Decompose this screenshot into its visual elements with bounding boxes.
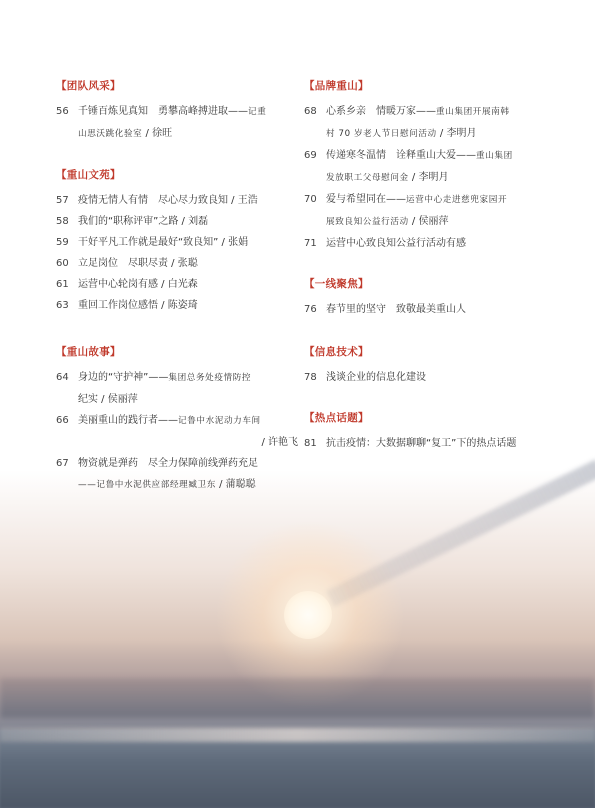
page-number: 71 [304,238,317,249]
section-brand [304,78,546,254]
entry-author: / 蒲聪聪 [215,479,256,490]
entry-title: 运营中心致良知公益行活动有感 [326,238,466,249]
entry-title: 重回工作岗位感悟 / 陈姿琦 [78,300,198,311]
page-number: 57 [56,195,69,206]
toc-entry[interactable] [56,253,298,274]
toc-entry[interactable] [304,233,546,254]
page-number: 76 [304,304,317,315]
entry-continuation [56,389,298,410]
page-number: 81 [304,438,317,449]
toc-entry[interactable] [56,367,298,389]
section-title: 【信息技术】 [304,346,369,358]
entry-author: / 李明月 [408,172,449,183]
entry-continuation [304,167,546,189]
toc-entry[interactable] [304,433,546,454]
entry-title [78,410,298,432]
entry-subtitle: 重山集团开展南韩 [436,107,510,117]
toc-right-column [304,78,546,476]
page-number: 61 [56,279,69,290]
page-number: 69 [304,150,317,161]
entry-subtitle: 村 70 岁老人节日慰问活动 [326,129,437,139]
entry-author: / 李明月 [436,128,477,139]
page-number: 64 [56,372,69,383]
page-number: 78 [304,372,317,383]
entry-title: 春节里的坚守 致敬最美重山人 [326,304,466,315]
entry-continuation [304,123,546,145]
entry-title: 物资就是弹药 尽全力保障前线弹药充足 [78,458,258,469]
section-title: 【一线聚焦】 [304,278,369,290]
section-title: 【重山文苑】 [56,169,121,181]
entry-subtitle: 集团总务处疫情防控 [168,373,252,383]
toc-entry[interactable] [56,295,298,316]
entry-title: 干好平凡工作就是最好“致良知” / 张娟 [78,237,249,248]
entry-title [326,101,546,123]
entry-title: 我们的“职称评审”之路 / 刘磊 [78,216,209,227]
section-title: 【重山故事】 [56,346,121,358]
entry-subtitle: ——记鲁中水泥供应部经理臧卫东 [78,480,216,490]
toc-entry[interactable] [304,101,546,123]
toc-entry[interactable] [304,299,546,320]
entry-title [326,145,546,167]
section-hot-topics [304,410,546,454]
section-title: 【团队风采】 [56,80,121,92]
bridge-silhouette [326,459,595,607]
toc-entry[interactable] [56,101,298,123]
toc-entry[interactable] [56,410,298,432]
toc-entry[interactable] [56,232,298,253]
entry-author: / 许艳飞 [261,437,298,448]
toc-left-column [56,78,298,518]
section-it [304,344,546,388]
entry-subtitle: 重山集团 [476,151,513,161]
entry-title: 疫情无情人有情 尽心尽力致良知 / 王浩 [78,195,258,206]
entry-title [326,189,546,211]
section-team [56,78,298,145]
entry-subtitle: 山思沃跳化验室 [78,129,143,139]
entry-continuation [56,474,298,496]
entry-line1: 传递寒冬温情 诠释重山大爱—— [326,150,476,161]
section-frontline [304,276,546,320]
entry-subtitle: 记鲁中水泥动力车间 [178,416,261,426]
section-title: 【热点话题】 [304,412,369,424]
section-title: 【品牌重山】 [304,80,369,92]
entry-title [78,367,298,389]
rock-highlight [0,728,595,742]
section-literature [56,167,298,316]
page-number: 67 [56,458,69,469]
entry-title: 抗击疫情：大数据聊聊“复工”下的热点话题 [326,438,517,449]
entry-continuation [56,432,298,453]
entry-subtitle: 记重 [248,107,267,117]
toc-entry[interactable] [56,211,298,232]
page-number: 66 [56,415,69,426]
page-number: 56 [56,106,69,117]
toc-entry[interactable] [56,274,298,295]
entry-title: 浅谈企业的信息化建设 [326,372,426,383]
entry-line1: 心系乡亲 情暖万家—— [326,106,436,117]
entry-subtitle: 发放职工父母慰问金 [326,173,409,183]
toc-entry[interactable] [304,367,546,388]
page-number: 59 [56,237,69,248]
page-number: 68 [304,106,317,117]
entry-subtitle: 运营中心走进慈兜家园开 [406,195,508,205]
toc-entry[interactable] [56,190,298,211]
entry-title [78,101,298,123]
entry-line1: 爱与希望同在—— [326,194,406,205]
page-number: 70 [304,194,317,205]
sun [284,591,332,639]
toc-entry[interactable] [304,189,546,211]
entry-continuation [304,211,546,233]
toc-entry[interactable] [56,453,298,474]
entry-title: 运营中心轮岗有感 / 白光森 [78,279,198,290]
far-shore [0,678,595,718]
entry-author: / 徐旺 [142,128,173,139]
toc-entry[interactable] [304,145,546,167]
page-number: 60 [56,258,69,269]
entry-line1: 身边的“守护神”—— [78,372,169,383]
entry-subtitle: 展致良知公益行活动 [326,217,409,227]
section-stories [56,344,298,496]
page-number: 63 [56,300,69,311]
entry-author: 纪实 / 侯丽萍 [78,394,138,405]
entry-line1: 千锤百炼见真知 勇攀高峰搏进取—— [78,106,248,117]
page-number: 58 [56,216,69,227]
entry-continuation [56,123,298,145]
entry-author: / 侯丽萍 [408,216,449,227]
entry-title: 立足岗位 尽职尽责 / 张聪 [78,258,198,269]
entry-line1: 美丽重山的践行者—— [78,415,178,426]
